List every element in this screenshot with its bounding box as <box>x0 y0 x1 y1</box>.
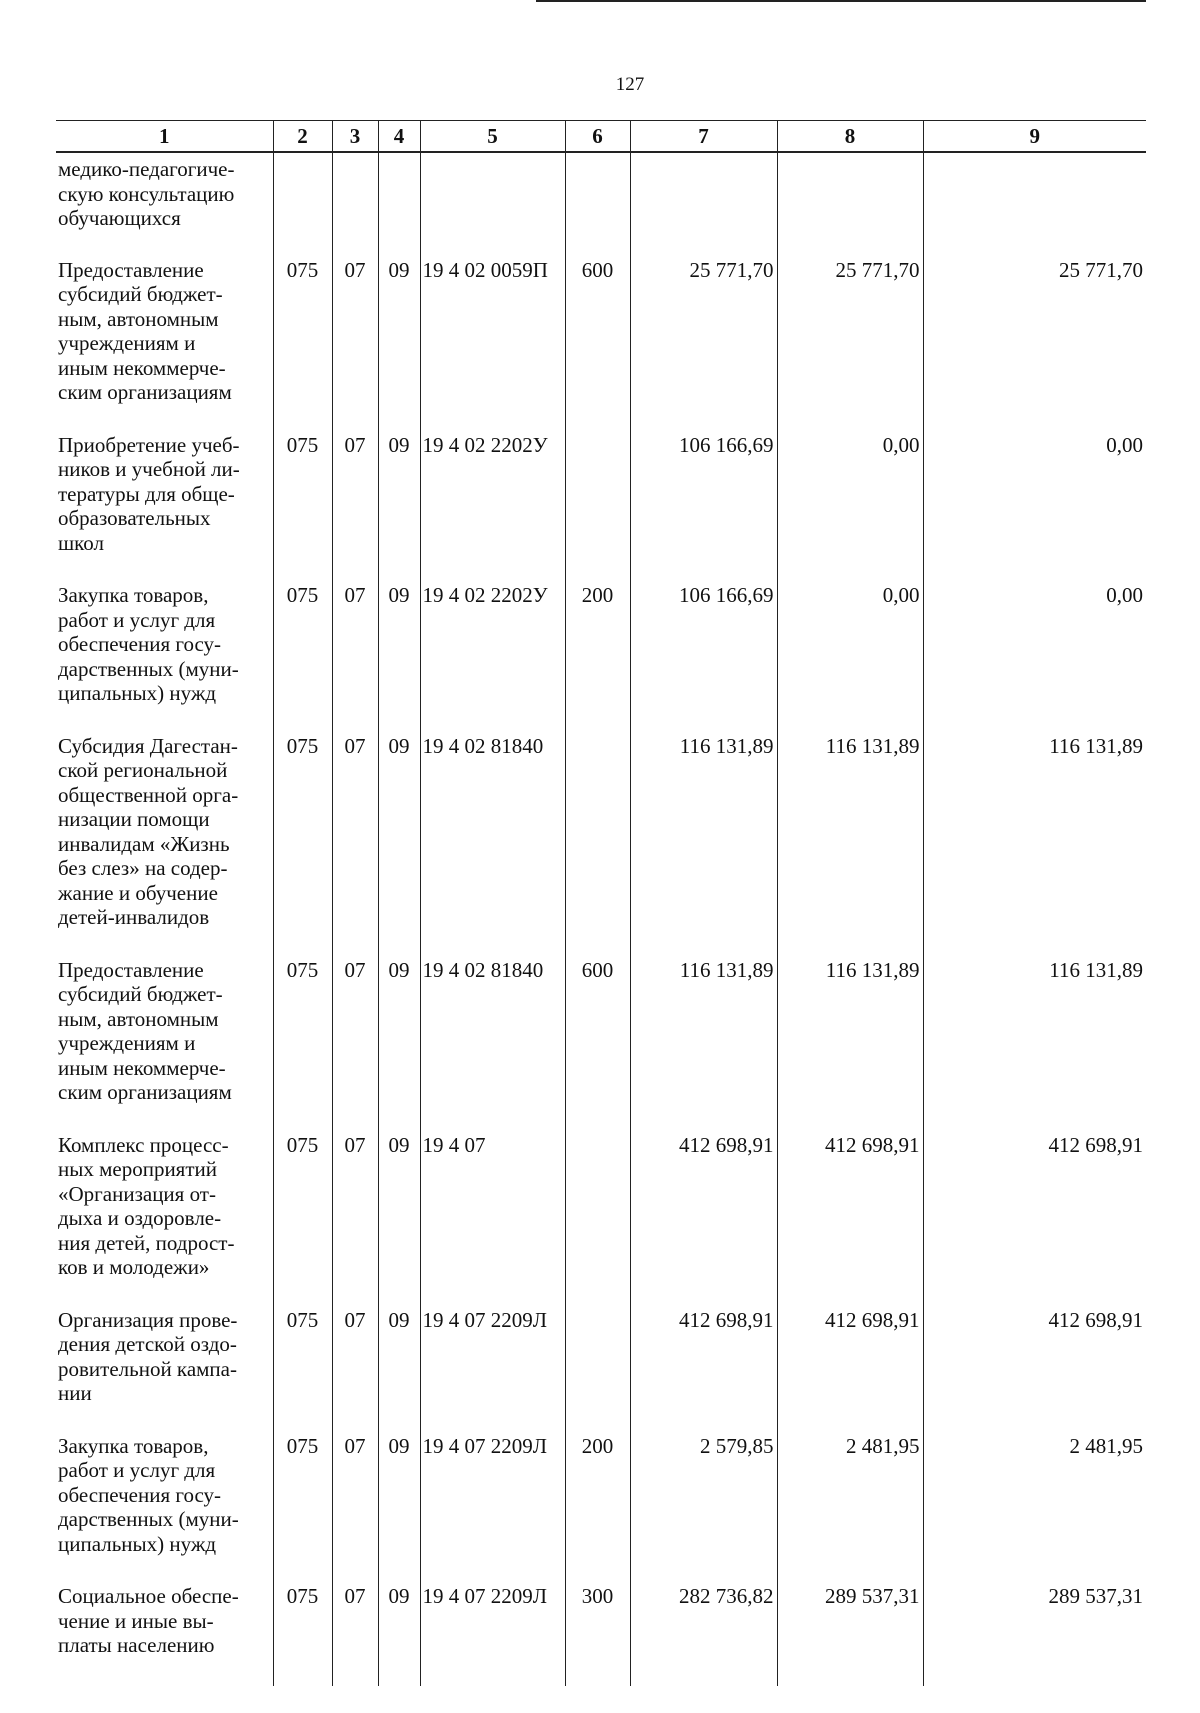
row-name-line: субсидий бюджет- <box>58 282 223 306</box>
row-name-line: Организация прове- <box>58 1307 238 1332</box>
expense-type <box>565 1119 630 1294</box>
row-name <box>56 569 273 720</box>
column-header: 8 <box>777 121 923 153</box>
amount-col-9: 116 131,89 <box>923 720 1146 944</box>
row-name-line: учреждениям и <box>58 331 196 355</box>
row-name-line: Закупка товаров, <box>58 1433 209 1458</box>
expense-type <box>565 419 630 570</box>
target-article: 19 4 07 2209Л <box>420 1570 565 1686</box>
row-name-line: платы населению <box>58 1633 215 1657</box>
row-name <box>56 720 273 944</box>
row-name-line: детей-инвалидов <box>58 905 210 929</box>
row-name-line: Социальное обеспе- <box>58 1584 239 1608</box>
amount-col-9: 25 771,70 <box>923 244 1146 419</box>
subsection: 09 <box>378 419 420 570</box>
subsection: 09 <box>378 1294 420 1420</box>
section: 07 <box>332 1420 378 1571</box>
expense-type: 300 <box>565 1570 630 1686</box>
section: 07 <box>332 720 378 944</box>
amount-col-8: 2 481,95 <box>777 1420 923 1571</box>
row-name-line: общественной орга- <box>58 782 239 807</box>
amount-col-9: 412 698,91 <box>923 1294 1146 1420</box>
amount-col-9: 116 131,89 <box>923 944 1146 1119</box>
row-name-line: чение и иные вы- <box>58 1608 214 1633</box>
row-name-line: дыха и оздоровле- <box>58 1206 222 1230</box>
column-header: 4 <box>378 121 420 153</box>
amount-col-8: 0,00 <box>777 419 923 570</box>
budget-table <box>56 120 1146 1686</box>
row-name-line: обучающихся <box>58 206 181 230</box>
amount-col-7: 106 166,69 <box>630 569 777 720</box>
top-rule <box>536 0 1146 2</box>
expense-type: 600 <box>565 944 630 1119</box>
row-name-line: «Организация от- <box>58 1181 216 1206</box>
target-article: 19 4 07 <box>420 1119 565 1294</box>
amount-col-7: 2 579,85 <box>630 1420 777 1571</box>
subsection: 09 <box>378 1420 420 1571</box>
amount-col-7: 106 166,69 <box>630 419 777 570</box>
target-article: 19 4 02 0059П <box>420 244 565 419</box>
expense-type: 200 <box>565 569 630 720</box>
expense-type: 600 <box>565 244 630 419</box>
row-name-line: иным некоммерче- <box>58 1055 226 1080</box>
row-name-line: ципальных) нужд <box>58 1531 217 1556</box>
table-row <box>56 1294 1146 1420</box>
section: 07 <box>332 244 378 419</box>
row-name-line: Закупка товаров, <box>58 583 209 607</box>
subsection: 09 <box>378 720 420 944</box>
row-name-line: дарственных (муни- <box>58 1507 239 1531</box>
row-name <box>56 1294 273 1420</box>
row-name <box>56 1570 273 1686</box>
table-row <box>56 419 1146 570</box>
row-name-line: инвалидам «Жизнь <box>58 831 230 856</box>
section: 07 <box>332 1119 378 1294</box>
amount-col-7: 412 698,91 <box>630 1119 777 1294</box>
column-header: 1 <box>56 121 273 153</box>
row-name-line: ным, автономным <box>58 306 219 331</box>
row-name-line: ровительной кампа- <box>58 1356 237 1381</box>
row-name-line: обеспечения госу- <box>58 632 222 656</box>
row-name-line: дарственных (муни- <box>58 656 239 681</box>
amount-col-7 <box>630 152 777 244</box>
amount-col-9 <box>923 152 1146 244</box>
subsection: 09 <box>378 1570 420 1686</box>
subsection: 09 <box>378 244 420 419</box>
amount-col-9: 2 481,95 <box>923 1420 1146 1571</box>
row-name-line: ципальных) нужд <box>58 681 217 705</box>
code-admin: 075 <box>273 1420 332 1571</box>
target-article <box>420 152 565 244</box>
row-name-line: ных мероприятий <box>58 1157 217 1181</box>
row-name-line: ным, автономным <box>58 1006 219 1031</box>
code-admin: 075 <box>273 1570 332 1686</box>
row-name-line: жание и обучение <box>58 880 218 905</box>
row-name-line: Предоставление <box>58 957 204 982</box>
expense-type: 200 <box>565 1420 630 1571</box>
target-article: 19 4 07 2209Л <box>420 1294 565 1420</box>
subsection: 09 <box>378 944 420 1119</box>
column-header: 6 <box>565 121 630 153</box>
amount-col-8: 0,00 <box>777 569 923 720</box>
row-name-line: Предоставление <box>58 257 204 282</box>
column-header: 5 <box>420 121 565 153</box>
row-name-line: школ <box>58 530 105 555</box>
table-row <box>56 720 1146 944</box>
table-row <box>56 1570 1146 1686</box>
target-article: 19 4 02 81840 <box>420 720 565 944</box>
header-row <box>56 121 1146 153</box>
row-name <box>56 152 273 244</box>
row-name <box>56 244 273 419</box>
amount-col-7: 282 736,82 <box>630 1570 777 1686</box>
row-name-line: скую консультацию <box>58 181 235 206</box>
subsection <box>378 152 420 244</box>
amount-col-8: 25 771,70 <box>777 244 923 419</box>
row-name-line: обеспечения госу- <box>58 1482 222 1507</box>
row-name-line: учреждениям и <box>58 1031 196 1055</box>
expense-type <box>565 152 630 244</box>
row-name-line: тературы для обще- <box>58 481 235 506</box>
row-name-line: субсидий бюджет- <box>58 982 223 1006</box>
amount-col-9: 412 698,91 <box>923 1119 1146 1294</box>
code-admin: 075 <box>273 720 332 944</box>
row-name-line: Субсидия Дагестан- <box>58 733 238 758</box>
table-body <box>56 152 1146 1686</box>
code-admin: 075 <box>273 419 332 570</box>
section: 07 <box>332 1294 378 1420</box>
table-row <box>56 569 1146 720</box>
amount-col-8 <box>777 152 923 244</box>
row-name-line: медико-педагогиче- <box>58 157 235 181</box>
column-header: 2 <box>273 121 332 153</box>
row-name <box>56 419 273 570</box>
section: 07 <box>332 569 378 720</box>
row-name-line: Приобретение учеб- <box>58 432 240 457</box>
target-article: 19 4 02 2202У <box>420 569 565 720</box>
amount-col-8: 289 537,31 <box>777 1570 923 1686</box>
target-article: 19 4 07 2209Л <box>420 1420 565 1571</box>
column-header: 3 <box>332 121 378 153</box>
column-header: 9 <box>923 121 1146 153</box>
column-header: 7 <box>630 121 777 153</box>
amount-col-9: 0,00 <box>923 419 1146 570</box>
table-row <box>56 944 1146 1119</box>
row-name-line: ников и учебной ли- <box>58 457 240 481</box>
row-name-line: работ и услуг для <box>58 1458 216 1482</box>
subsection: 09 <box>378 569 420 720</box>
section: 07 <box>332 944 378 1119</box>
row-name-line: ским организациям <box>58 380 232 404</box>
table-row <box>56 1420 1146 1571</box>
table-row <box>56 244 1146 419</box>
row-name-line: ской региональной <box>58 758 228 782</box>
row-name-line: Комплекс процесс- <box>58 1132 229 1157</box>
table-row <box>56 1119 1146 1294</box>
amount-col-8: 412 698,91 <box>777 1294 923 1420</box>
row-name-line: ния детей, подрост- <box>58 1230 235 1255</box>
code-admin: 075 <box>273 244 332 419</box>
code-admin: 075 <box>273 1119 332 1294</box>
row-name-line: ков и молодежи» <box>58 1255 210 1279</box>
expense-type <box>565 1294 630 1420</box>
row-name-line: нии <box>58 1381 92 1405</box>
code-admin: 075 <box>273 944 332 1119</box>
section: 07 <box>332 1570 378 1686</box>
section: 07 <box>332 419 378 570</box>
target-article: 19 4 02 2202У <box>420 419 565 570</box>
amount-col-9: 0,00 <box>923 569 1146 720</box>
page-number: 127 <box>615 74 645 95</box>
code-admin: 075 <box>273 1294 332 1420</box>
row-name <box>56 944 273 1119</box>
row-name <box>56 1420 273 1571</box>
amount-col-7: 116 131,89 <box>630 944 777 1119</box>
table-row <box>56 152 1146 244</box>
target-article: 19 4 02 81840 <box>420 944 565 1119</box>
row-name-line: образовательных <box>58 506 211 530</box>
subsection: 09 <box>378 1119 420 1294</box>
row-name-line: дения детской оздо- <box>58 1332 237 1356</box>
row-name-line: низации помощи <box>58 807 210 831</box>
amount-col-8: 116 131,89 <box>777 720 923 944</box>
row-name-line: иным некоммерче- <box>58 355 226 380</box>
row-name-line: ским организациям <box>58 1080 232 1104</box>
amount-col-8: 412 698,91 <box>777 1119 923 1294</box>
code-admin <box>273 152 332 244</box>
code-admin: 075 <box>273 569 332 720</box>
row-name <box>56 1119 273 1294</box>
amount-col-8: 116 131,89 <box>777 944 923 1119</box>
amount-col-9: 289 537,31 <box>923 1570 1146 1686</box>
row-name-line: без слез» на содер- <box>58 856 228 880</box>
amount-col-7: 25 771,70 <box>630 244 777 419</box>
amount-col-7: 116 131,89 <box>630 720 777 944</box>
amount-col-7: 412 698,91 <box>630 1294 777 1420</box>
expense-type <box>565 720 630 944</box>
section <box>332 152 378 244</box>
row-name-line: работ и услуг для <box>58 607 216 632</box>
